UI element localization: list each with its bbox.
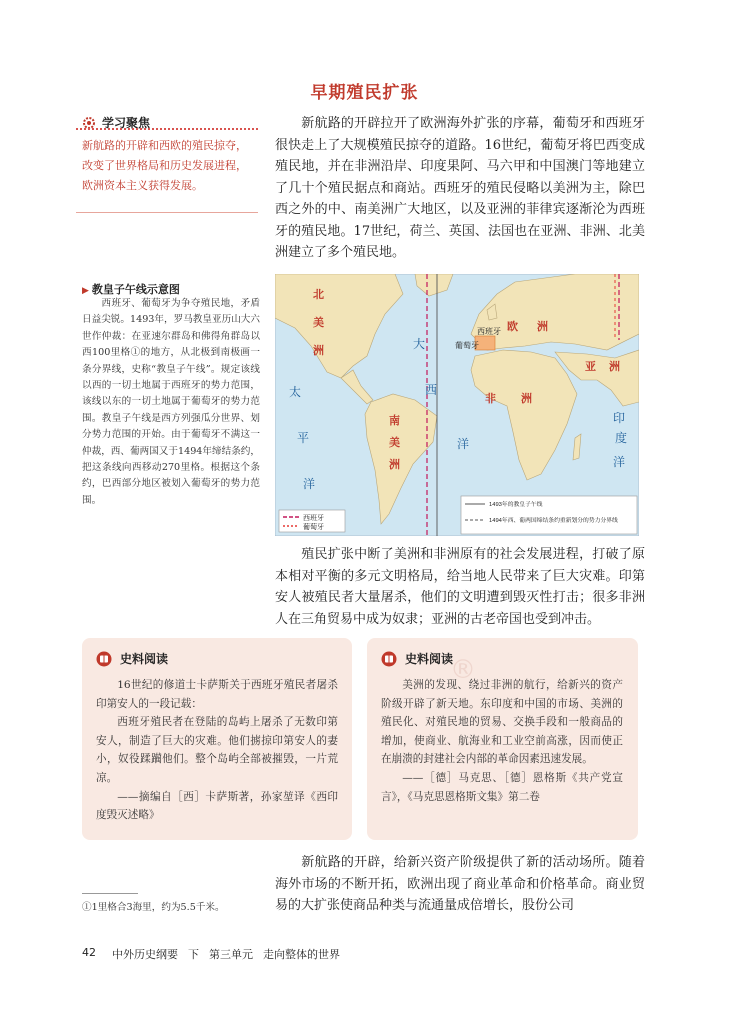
label-spain: 西班牙	[477, 327, 501, 336]
reading-text	[381, 676, 623, 806]
label-portugal: 葡萄牙	[455, 341, 479, 350]
label-north-america-1: 北	[313, 289, 324, 301]
label-africa-1: 非	[485, 393, 496, 405]
label-atlantic-1: 大	[413, 337, 426, 351]
label-south-america-1: 南	[389, 415, 400, 427]
label-indian-2: 度	[615, 431, 628, 445]
reading-heading: 史料阅读	[381, 650, 453, 667]
label-pacific-1: 太	[289, 385, 302, 399]
label-atlantic-3: 洋	[457, 437, 470, 451]
unit: 第三单元	[209, 948, 253, 961]
label-indian-1: 印	[613, 411, 626, 425]
reading-quote: 美洲的发现、绕过非洲的航行，给新兴的资产阶级开辟了新天地。东印度和中国的市场、美洲的殖民化、对殖民地的贸易、交换手段和一般商品的增加，使商业、航海业和工业空前高涨，因而使正在崩溃的封建社会内部的革命因素迅速发展。	[381, 679, 623, 766]
label-south-america-3: 洲	[389, 459, 400, 471]
study-focus-text: 新航路的开辟和西欧的殖民掠夺，改变了世界格局和历史发展进程，欧洲资本主义获得发展。	[82, 139, 247, 192]
map-caption-title: ▶ 教皇子午线示意图	[82, 283, 180, 296]
paragraph-consequences: 殖民扩张中断了美洲和非洲原有的社会发展进程，打破了原本相对平衡的多元文明格局，给当地人民带来了巨大灾难。印第安人被殖民者大量屠杀，他们的文明遭到毁灭性打击；很多非洲人在三角贸易中成为奴隶；亚洲的古老帝国也受到冲击。	[275, 547, 645, 627]
footnote: ①1里格合3海里，约为5.5千米。	[82, 902, 225, 913]
reading-box-casas	[82, 638, 352, 840]
papal-meridian-map	[275, 274, 639, 536]
label-north-america-2: 美	[313, 317, 324, 329]
footnote-divider	[82, 893, 138, 894]
label-north-america-3: 洲	[313, 345, 324, 357]
paragraph-colonial-expansion: 新航路的开辟拉开了欧洲海外扩张的序幕，葡萄牙和西班牙很快走上了大规模殖民掠夺的道路。16世纪，葡萄牙将巴西变成殖民地，并在非洲沿岸、印度果阿、马六甲和中国澳门等地建立了几十个殖民据点和商站。西班牙的殖民侵略以美洲为主，除巴西之外的中、南美洲广大地区，以及亚洲的菲律宾逐渐沦为西班牙的殖民地。17世纪，荷兰、英国、法国也在亚洲、非洲、北美洲建立了多个殖民地。	[275, 116, 645, 260]
book-icon	[381, 651, 397, 667]
triangle-icon: ▶	[82, 286, 89, 296]
map-caption-text: 西班牙、葡萄牙为争夺殖民地，矛盾日益尖锐。1493年，罗马教皇亚历山大六世作仲裁：在亚速尔群岛和佛得角群岛以西100里格①的地方，从北极到南极画一条分界线，史称“教皇子午线”。规定该线以西的一切土地属于西班牙的势力范围，该线以东的一切土地属于葡萄牙的势力范围。教皇子午线是西方列强瓜分世界、划分势力范围的开始。由于葡萄牙不满这一仲裁，西、葡两国又于1494年缔结条约，把这条线向西移动270里格。根据这个条约，巴西部分地区被划入葡萄牙的势力范围。	[82, 298, 260, 506]
legend-spain: 西班牙	[303, 515, 324, 522]
label-pacific-3: 洋	[303, 477, 316, 491]
label-africa-2: 洲	[521, 393, 532, 405]
book-title: 中外历史纲要	[112, 948, 178, 961]
volume: 下	[188, 948, 199, 961]
label-europe-2: 洲	[537, 321, 548, 333]
label-pacific-2: 平	[297, 431, 310, 445]
label-asia-2: 洲	[609, 361, 620, 373]
legend-1493-line: 1493年的教皇子午线	[489, 502, 543, 508]
label-europe-1: 欧	[507, 321, 518, 333]
label-atlantic-2: 西	[425, 383, 438, 397]
reading-intro: 16世纪的修道士卡萨斯关于西班牙殖民者屠杀印第安人的一段记载：	[96, 679, 338, 710]
label-asia-1: 亚	[585, 361, 596, 373]
reading-quote: 西班牙殖民者在登陆的岛屿上屠杀了无数印第安人，制造了巨大的灾难。他们掳掠印第安人的妻小，奴役蹂躏他们。整个岛屿全部被摧毁，一片荒凉。	[96, 716, 338, 784]
reading-text	[96, 676, 338, 825]
reading-heading: 史料阅读	[96, 650, 168, 667]
paragraph-new-route: 新航路的开辟，给新兴资产阶级提供了新的活动场所。随着海外市场的不断开拓，欧洲出现了商业革命和价格革命。商业贸易的大扩张使商品种类与流通量成倍增长，股份公司	[275, 855, 645, 913]
reading-source: ——摘编自［西］卡萨斯著，孙家堃译《西印度毁灭述略》	[96, 790, 338, 822]
unit-title: 走向整体的世界	[263, 948, 340, 961]
watermark: ®	[450, 655, 476, 685]
label-indian-3: 洋	[613, 455, 626, 469]
label-south-america-2: 美	[389, 437, 400, 449]
study-focus-label: 学习聚焦	[102, 116, 151, 130]
reading-box-manifesto	[367, 638, 638, 840]
legend-portugal: 葡萄牙	[303, 524, 324, 531]
page-number: 42	[82, 946, 96, 959]
page-footer	[82, 946, 340, 962]
reading-source: ——［德］马克思、［德］恩格斯《共产党宣言》，《马克思恩格斯文集》第二卷	[381, 771, 623, 803]
book-icon	[96, 651, 112, 667]
legend-1494-line: 1494年西、葡两国缔结条约重新划分的势力分界线	[489, 518, 618, 524]
section-title: 早期殖民扩张	[310, 83, 419, 103]
